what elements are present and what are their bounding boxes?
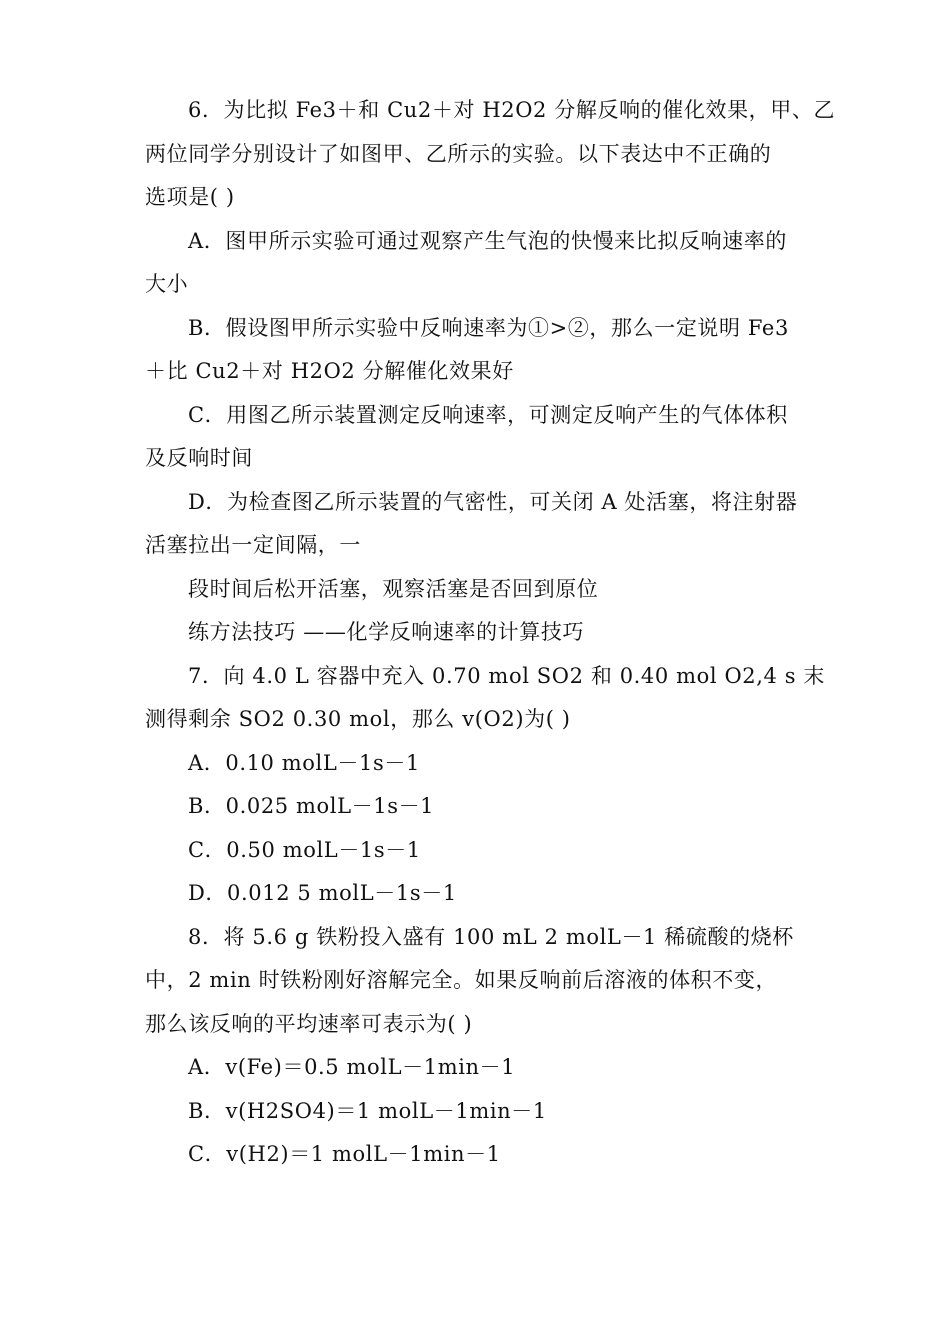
q7-option-c: C．0.50 molL－1s－1: [188, 838, 421, 862]
q6-option-c-line-1: C．用图乙所示装置测定反响速率，可测定反响产生的气体体积: [188, 403, 788, 427]
q6-option-b-line-2: ＋比 Cu2＋对 H2O2 分解催化效果好: [145, 359, 514, 383]
q6-option-c-line-2: 及反响时间: [145, 446, 253, 470]
q6-stem-line-2: 两位同学分别设计了如图甲、乙所示的实验。以下表达中不正确的: [145, 142, 772, 166]
q8-option-c: C．v(H2)＝1 molL－1min－1: [188, 1142, 501, 1166]
q8-stem-line-2: 中，2 min 时铁粉刚好溶解完全。如果反响前后溶液的体积不变，: [145, 968, 778, 992]
q6-option-d-line-1: D．为检查图乙所示装置的气密性，可关闭 A 处活塞，将注射器: [188, 490, 798, 514]
q7-option-d: D．0.012 5 molL－1s－1: [188, 881, 457, 905]
q6-option-d-line-3: 段时间后松开活塞，观察活塞是否回到原位: [188, 577, 599, 601]
q8-option-a: A．v(Fe)＝0.5 molL－1min－1: [188, 1055, 516, 1079]
q6-option-b-line-1: B．假设图甲所示实验中反响速率为①>②，那么一定说明 Fe3: [188, 316, 789, 340]
q6-option-a-line-2: 大小: [145, 272, 189, 296]
q8-stem-line-1: 8．将 5.6 g 铁粉投入盛有 100 mL 2 molL－1 稀硫酸的烧杯: [188, 925, 794, 949]
q7-stem-line-1: 7．向 4.0 L 容器中充入 0.70 mol SO2 和 0.40 mol O2,4 s 末: [188, 664, 826, 688]
q6-option-d-line-2: 活塞拉出一定间隔，一: [145, 533, 361, 557]
q7-stem-line-2: 测得剩余 SO2 0.30 mol，那么 v(O2)为( ): [145, 707, 571, 731]
q7-option-b: B．0.025 molL－1s－1: [188, 794, 435, 818]
q8-option-b: B．v(H2SO4)＝1 molL－1min－1: [188, 1099, 547, 1123]
q6-stem-line-1: 6．为比拟 Fe3＋和 Cu2＋对 H2O2 分解反响的催化效果，甲、乙: [188, 98, 836, 122]
q8-stem-line-3: 那么该反响的平均速率可表示为( ): [145, 1012, 473, 1036]
section-heading: 练方法技巧 ——化学反响速率的计算技巧: [188, 620, 585, 644]
q7-option-a: A．0.10 molL－1s－1: [188, 751, 420, 775]
q6-stem-line-3: 选项是( ): [145, 185, 235, 209]
q6-option-a-line-1: A．图甲所示实验可通过观察产生气泡的快慢来比拟反响速率的: [188, 229, 787, 253]
